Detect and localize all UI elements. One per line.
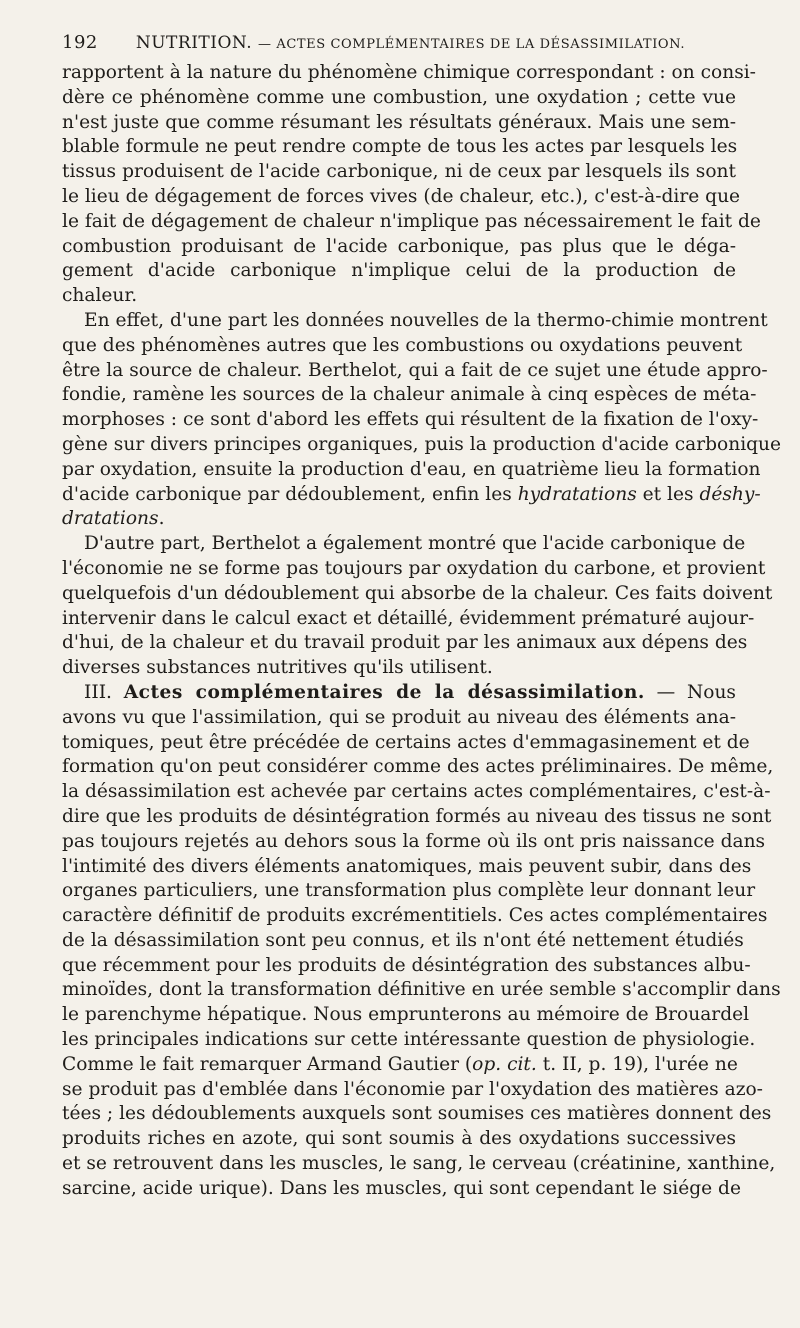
text-line: gement d'acide carbonique n'implique celui de la production de <box>62 260 736 282</box>
text-line: avons vu que l'assimilation, qui se produit au niveau des éléments ana- <box>62 706 736 728</box>
text-line: par oxydation, ensuite la production d'eau, en quatrième lieu la formation <box>62 458 761 480</box>
italic-term: déshy- <box>699 483 761 505</box>
text-line: combustion produisant de l'acide carbonique, pas plus que le déga- <box>62 235 736 257</box>
italic-term: dratations <box>62 508 159 530</box>
text-line <box>62 1053 736 1078</box>
text-line: tées ; les dédoublements auxquels sont soumises ces matières donnent des <box>62 1103 772 1125</box>
italic-term: hydratations <box>517 483 637 505</box>
text-line: rapportent à la nature du phénomène chimique correspondant : on consi- <box>62 62 756 83</box>
paragraph-4 <box>62 681 781 1202</box>
text-line: produits riches en azote, qui sont soumis à des oxydations successives <box>62 1128 736 1150</box>
text-line <box>62 483 761 508</box>
text-line: diverses substances nutritives qu'ils utilisent. <box>62 657 493 679</box>
paragraph-3 <box>62 532 773 681</box>
section-title: NUTRITION. <box>135 33 253 53</box>
text-line: d'hui, de la chaleur et du travail produit par les animaux aux dépens des <box>62 632 748 654</box>
paragraph-2 <box>62 309 782 532</box>
text-line: le parenchyme hépatique. Nous emprunterons au mémoire de Brouardel <box>62 1004 750 1026</box>
running-header <box>62 32 736 53</box>
text-line: le fait de dégagement de chaleur n'implique pas nécessairement le fait de <box>62 210 761 232</box>
text-line: chaleur. <box>62 285 138 307</box>
text-line: sarcine, acide urique). Dans les muscles, qui sont cependant le siége de <box>62 1177 741 1199</box>
text-line: quelquefois d'un dédoublement qui absorbe de la chaleur. Ces faits doivent <box>62 582 773 604</box>
text-line: et se retrouvent dans les muscles, le sang, le cerveau (créatinine, xanthine, <box>62 1153 776 1175</box>
text-line: organes particuliers, une transformation plus complète leur donnant leur <box>62 880 756 902</box>
text-line: En effet, d'une part les données nouvelles de la thermo-chimie montrent <box>84 309 768 331</box>
text-line: être la source de chaleur. Berthelot, qui a fait de ce sujet une étude appro- <box>62 359 768 381</box>
text-line: tissus produisent de l'acide carbonique, ni de ceux par lesquels ils sont <box>62 161 736 183</box>
italic-citation: op. cit. <box>472 1053 537 1075</box>
section-subtitle: — ACTES COMPLÉMENTAIRES DE LA DÉSASSIMILATION. <box>258 37 686 52</box>
text-line: que récemment pour les produits de désintégration des substances albu- <box>62 954 751 976</box>
text-line: intervenir dans le calcul exact et détaillé, évidemment prématuré aujour- <box>62 607 755 629</box>
text-segment: — Nous <box>656 681 736 703</box>
text-line: formation qu'on peut considérer comme des actes préliminaires. De même, <box>62 756 774 778</box>
section-numeral: III. <box>84 681 112 703</box>
text-line <box>62 507 736 532</box>
section-heading: Actes complémentaires de la désassimilation. <box>123 681 645 703</box>
text-line: dire que les produits de désintégration formés au niveau des tissus ne sont <box>62 805 772 827</box>
text-line: morphoses : ce sont d'abord les effets qui résultent de la fixation de l'oxy- <box>62 409 759 431</box>
text-segment: . <box>158 508 165 530</box>
text-segment: t. II, p. 19), l'urée ne <box>536 1053 738 1075</box>
text-line: les principales indications sur cette intéressante question de physiologie. <box>62 1029 756 1051</box>
text-line: que des phénomènes autres que les combustions ou oxydations peuvent <box>62 334 743 356</box>
text-line: D'autre part, Berthelot a également montré que l'acide carbonique de <box>84 533 746 555</box>
text-line: minoïdes, dont la transformation définitive en urée semble s'accomplir dans <box>62 979 781 1001</box>
text-segment: et les <box>642 483 694 505</box>
text-line: dère ce phénomène comme une combustion, une oxydation ; cette vue <box>62 86 736 108</box>
text-line: l'économie ne se forme pas toujours par oxydation du carbone, et provient <box>62 557 766 579</box>
text-line: caractère définitif de produits excrémentitiels. Ces actes complémentaires <box>62 905 768 927</box>
text-line: la désassimilation est achevée par certains actes complémentaires, c'est-à- <box>62 781 771 803</box>
text-segment: d'acide carbonique par dédoublement, enfin les <box>62 483 512 505</box>
text-line: pas toujours rejetés au dehors sous la forme où ils ont pris naissance dans <box>62 830 766 852</box>
text-line <box>62 681 736 706</box>
text-line: tomiques, peut être précédée de certains actes d'emmagasinement et de <box>62 731 750 753</box>
text-line: se produit pas d'emblée dans l'économie par l'oxydation des matières azo- <box>62 1078 763 1100</box>
page-number: 192 <box>62 32 98 53</box>
text-line: le lieu de dégagement de forces vives (de chaleur, etc.), c'est-à-dire que <box>62 185 741 207</box>
text-line: blable formule ne peut rendre compte de tous les actes par lesquels les <box>62 136 738 158</box>
text-line: de la désassimilation sont peu connus, et ils n'ont été nettement étudiés <box>62 929 744 951</box>
text-line: l'intimité des divers éléments anatomiques, mais peuvent subir, dans des <box>62 855 752 877</box>
text-line: fondie, ramène les sources de la chaleur animale à cinq espèces de méta- <box>62 384 757 406</box>
text-line: gène sur divers principes organiques, puis la production d'acide carbonique <box>62 433 782 455</box>
text-segment: Comme le fait remarquer Armand Gautier ( <box>62 1053 473 1075</box>
text-line: n'est juste que comme résumant les résultats généraux. Mais une sem- <box>62 111 736 133</box>
paragraph-1 <box>62 61 761 309</box>
